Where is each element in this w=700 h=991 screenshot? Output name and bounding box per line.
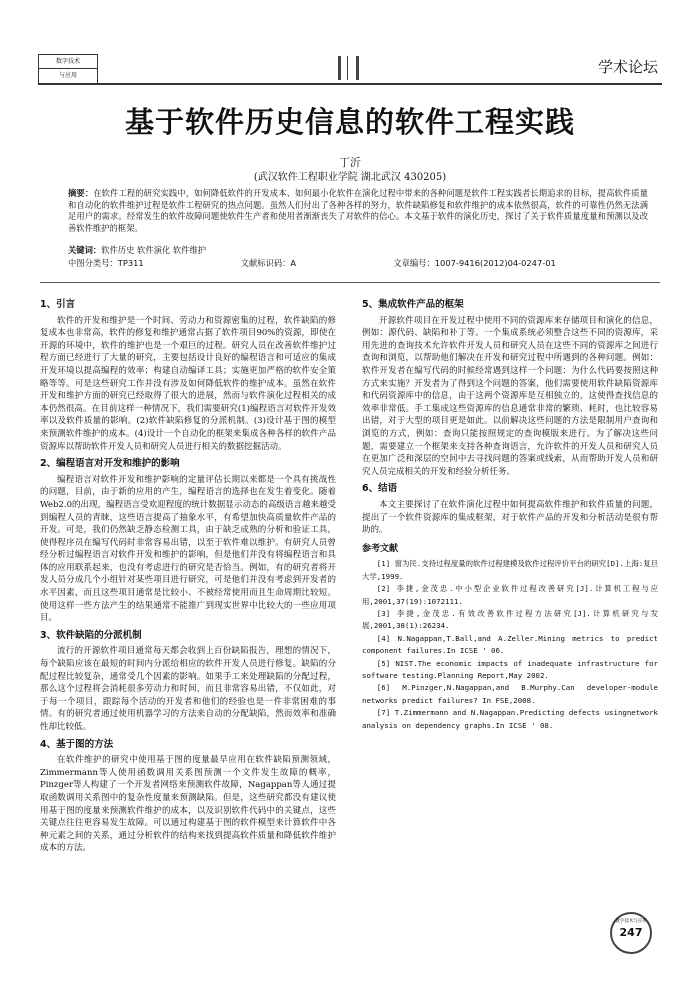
- right-column: [362, 294, 658, 732]
- section-heading: 4、基于图的方法: [40, 738, 114, 750]
- section-heading: 6、结语: [362, 483, 398, 495]
- paper-title: 基于软件历史信息的软件工程实践: [124, 105, 575, 139]
- section-heading: 1、引言: [40, 299, 76, 310]
- article-number: 文章编号：1007-9416(2012)04-0247-01: [393, 258, 556, 268]
- clc-number: 中图分类号：TP311: [68, 258, 144, 268]
- section-paragraph: 开源软件项目在开发过程中使用不同的资源库来存储项目和演化的信息，例如：源代码、缺陷和补丁等。一个集成系统必须整合这些不同的资源库，采用先进的查询技术允许软件开发人员和研究人员在这些不同的资源库之间进行查询和浏览，以帮助他们解决在开发和研究过程中所遇到的各种问题。例如：软件开发者在编写代码的时候经常遇到这样一个问题：为什么代码要按照这种方式来实施？开发者为了得到这个问题的答案，他们需要使用软件缺陷资源库和代码资源库中的信息，由于这两个资源库是互相独立的，这使得查找信息的效率非常低。手工集成这些资源库的信息通常非常的繁琐、耗时，也比较容易出错，对于大型的项目更是如此。以前解决这些问题的方法是限制用户查询和浏览的方式，例如：查询只能按照规定的查询模版来进行。为了解决这些问题，需要建立一个框架来支持各种查询语言，允许软件的开发人员和研究人员在更加广泛和深层的空间中去寻找问题的答案或线索，从而帮助开发人员和研究人员完成相关的开发和经验分析任务。: [362, 315, 658, 477]
- reference-item: [5] NIST.The economic impacts of inadequate infrastructure for software testing.Planning Report,May 2002.: [362, 658, 658, 680]
- reference-item: [3] 李捷,金茂忠.有效改善软件过程方法研究[J].计算机研究与发展,2001,38(1):26234.: [362, 608, 658, 631]
- references: [362, 543, 658, 732]
- header-divider: [356, 56, 359, 80]
- keywords-text: 软件历史 软件演化 软件维护: [101, 245, 207, 255]
- badge-journal-name: 数字技术与应用: [615, 919, 647, 924]
- reference-item: [1] 窗为民.支持过程度量的软件过程建模及软件过程评价平台的研究[D].上海:复旦大学,1999.: [362, 559, 658, 581]
- logo-bottom-text: 与应用: [58, 72, 77, 79]
- author: 丁沂: [339, 156, 361, 169]
- page-number-badge: [610, 912, 652, 954]
- section-paragraph: 本文主要探讨了在软件演化过程中如何提高软件维护和软件质量的问题，提出了一个软件资源库的集成框架，对于软件产品的开发和分析活动是很有帮助的。: [362, 499, 658, 536]
- abstract-text: 在软件工程的研究实践中，如何降低软件的开发成本、如何最小化软件在演化过程中带来的各种问题是软件工程实践者长期追求的目标，提高软件质量和自动化的软件维护过程是软件工程研究的热点问题。虽然人们付出了各种各样的努力，软件缺陷修复和软件维护的成本依然很高，软件的可靠性仍然无法满足用户的需求。经常发生的软件故障问题使软件生产者和使用者渐渐丧失了对软件的信心。本文基于软件的演化历史，探讨了关于软件质量度量和预测以及改善软件维护的框架。: [68, 188, 648, 233]
- header-rule: [38, 83, 662, 85]
- references-heading: 参考文献: [362, 543, 399, 554]
- keywords: [68, 244, 206, 256]
- logo-top-text: 数字技术: [39, 55, 97, 69]
- section-heading: 2、编程语言对开发和维护的影响: [40, 458, 180, 470]
- journal-logo: [38, 54, 98, 84]
- keywords-label: 关键词：: [68, 245, 102, 255]
- page-header: [38, 52, 662, 84]
- reference-item: [7] T.Zimmermann and N.Nagappan.Predicting defects usingnetwork analysis on dependency graphs.In ICSE ' 08.: [362, 708, 658, 730]
- reference-item: [4] N.Nagappan,T.Ball,and A.Zeller.Mining metrics to predict component failures.In ICSE ' 06.: [362, 633, 658, 656]
- reference-item: [2] 李捷,金茂忠.中小型企业软件过程改善研究[J].计算机工程与应用,2001,37(19):1072111.: [362, 584, 658, 606]
- document-code: 文献标识码：A: [240, 258, 297, 268]
- classification-line: [68, 257, 648, 269]
- section-rule: [40, 282, 660, 283]
- affiliation: (武汉软件工程职业学院 湖北武汉 430205): [253, 172, 447, 183]
- page-number: 247: [619, 926, 643, 939]
- section-paragraph: 软件的开发和维护是一个时间、劳动力和资源密集的过程，软件缺陷的修复成本也非常高，软件的修复和维护通常占据了软件项目90%的资源，即使在开源的环境中，软件的维护也是一个艰巨的过程。研究人员在改善软件维护过程方面已经进行了大量的研究，主要包括设计良好的编程语言和可适应的集成开发环境以提高编程的效率；构建自动编译工具；实施更加严格的软件安全策略等等。可是这些研究工作并没有涉及如何降低软件的维护成本。虽然在软件开发和维护方面的研究已经取得了很大的进展，然而与软件演化过程相关的成本仍然很高。在目前这样一种情况下，我们需要研究(1)编程语言对软件开发效率以及软件质量的影响。(2)软件缺陷修复的分派机制。(3)设计基于图的模型来预测软件维护的成本。(4)设计一个自动化的框架来集成各种各样的软件产品资源库以帮助软件开发人员和研究人员进行相关的数据挖掘活动。: [40, 315, 336, 452]
- abstract: [68, 188, 648, 234]
- left-column: [40, 294, 336, 855]
- section-paragraph: 流行的开源软件项目通常每天都会收到上百份缺陷报告，理想的情况下，每个缺陷应该在最短的时间内分派给相应的软件开发人员进行修复。缺陷的分配过程比较复杂，通常受几个因素的影响。如果手工来处理缺陷的分配过程，那么这个过程将会消耗很多劳动力和时间，而且非常容易出错，不仅如此，对于每一个项目，跟踪每个活动的开发者和他们的经验也是一件非常困难的事情。有的研究者通过使用机器学习的方法来自动的分配缺陷，然而效率和准确性却比较低。: [40, 646, 336, 732]
- reference-item: [6] M.Pinzger,N.Nagappan,and B.Murphy.Can developer-module networks predict failures? In FSE,2008.: [362, 683, 658, 705]
- section-paragraph: 在软件维护的研究中使用基于图的度量最早应用在软件缺陷预测领域，Zimmermann等人使用函数调用关系图预测一个文件发生故障的概率，Pinzger等人构建了一个开发者网络来预测软件故障，Nagappan等人通过提取函数调用关系图中的复杂性度量来预测缺陷。但是，这些研究都没有建议使用基于图的度量来预测软件维护的成本，以及识别软件代码中的关键点，这些关键点往往更容易发生故障。可以通过构建基于图的软件模型来计算软件中各种元素之间的关系，通过分析软件的结构来找到提高软件质量和降低软件维护成本的方法。: [40, 755, 336, 854]
- header-divider: [347, 56, 348, 80]
- section-heading: 3、软件缺陷的分派机制: [40, 629, 142, 641]
- section-paragraph: 编程语言对软件开发和维护影响的定量评估长期以来都是一个具有挑战性的问题，目前，由于新的应用的产生，编程语言的选择也在发生着变化。随着Web2.0的出现，编程语言受欢迎程度的统计数据显示动态的高级语言越来越受到编程人员的青睐，这些语言提高了抽象水平，有希望加快高质量软件产品的开发。可是，我们仍然缺乏静态检测工具，由于缺乏成熟的分析和验证工具，使得程序员在编写代码时非常容易出错，以至于软件难以维护。有研究人员曾经分析过编程语言对软件开发和维护的影响，但是他们并没有将编程语言和具体的应用联系起来，也没有考虑进行的研究是否恰当。例如，有的研究者将开发人员分成几个小组针对某些项目进行研究，可是他们并没有考虑到开发者的水平因素，而且这些项目通常是比较小、不被经常使用而且生命周期比较短。使用这样一些方法产生的结果通常不能推广到现实世界中比较大的一些应用项目。: [40, 474, 336, 624]
- section-heading: 5、集成软件产品的框架: [362, 299, 464, 310]
- abstract-label: 摘要：: [68, 188, 94, 198]
- section-label: 学术论坛: [597, 58, 658, 76]
- header-divider: [338, 56, 341, 80]
